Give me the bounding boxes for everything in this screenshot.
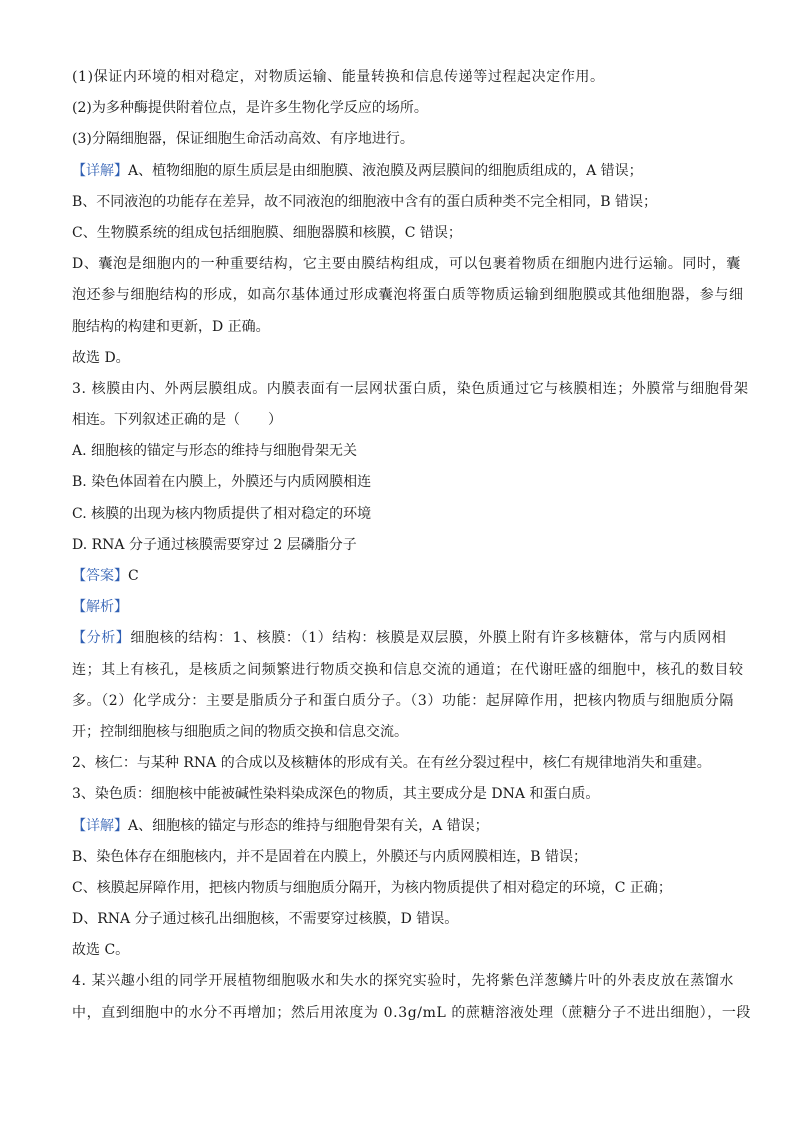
analysis-heading xyxy=(72,592,732,623)
text-line xyxy=(72,623,732,654)
text-line: (3)分隔细胞器，保证细胞生命活动高效、有序地进行。 xyxy=(72,131,414,148)
section-tag: 【答案】 xyxy=(72,568,128,584)
question-stem: 3. 核膜由内、外两层膜组成。内膜表面有一层网状蛋白质，染色质通过它与核膜相连；外膜常与细胞骨架 xyxy=(72,380,749,397)
section-tag: 【详解】 xyxy=(72,817,128,834)
text-line: 胞结构的构建和更新，D 正确。 xyxy=(72,318,270,335)
document-page xyxy=(72,62,752,1029)
option-d: D. RNA 分子通过核膜需要穿过 2 层磷脂分子 xyxy=(72,536,357,553)
question-stem: 中，直到细胞中的水分不再增加；然后用浓度为 0.3g/mL 的蔗糖溶液处理（蔗糖分子不进出细胞），一段 xyxy=(72,1004,752,1021)
text-line xyxy=(72,811,732,842)
text-content: 细胞核的结构：1、核膜：（1）结构：核膜是双层膜，外膜上附有许多核糖体，常与内质网相 xyxy=(130,630,727,647)
text-line: 故选 D。 xyxy=(72,349,130,366)
text-line: 故选 C。 xyxy=(72,942,130,959)
answer-value: C xyxy=(128,568,139,584)
text-line: 多。（2）化学成分：主要是脂质分子和蛋白质分子。（3）功能：起屏障作用，把核内物质与细胞质分隔 xyxy=(72,692,735,709)
text-line: C、核膜起屏障作用，把核内物质与细胞质分隔开，为核内物质提供了相对稳定的环境，C 正确； xyxy=(72,879,672,896)
question-stem: 相连。下列叙述正确的是（ ） xyxy=(72,412,282,429)
text-line: 3、染色质：细胞核中能被碱性染料染成深色的物质，其主要成分是 DNA 和蛋白质。 xyxy=(72,786,600,803)
text-content: A、植物细胞的原生质层是由细胞膜、液泡膜及两层膜间的细胞质组成的，A 错误； xyxy=(128,162,643,179)
text-line: 连；其上有核孔，是核质之间频繁进行物质交换和信息交流的通道；在代谢旺盛的细胞中，核孔的数目较 xyxy=(72,661,744,678)
section-tag: 【解析】 xyxy=(72,599,128,616)
answer-line xyxy=(72,561,732,592)
text-line: (1)保证内环境的相对稳定，对物质运输、能量转换和信息传递等过程起决定作用。 xyxy=(72,69,605,85)
section-tag: 【分析】 xyxy=(72,630,131,647)
option-a: A. 细胞核的锚定与形态的维持与细胞骨架无关 xyxy=(72,443,358,460)
text-line: D、RNA 分子通过核孔出细胞核，不需要穿过核膜，D 错误。 xyxy=(72,911,459,928)
text-line: 2、核仁：与某种 RNA 的合成以及核糖体的形成有关。在有丝分裂过程中，核仁有规律地消失和重建。 xyxy=(72,755,711,772)
text-line: B、不同液泡的功能存在差异，故不同液泡的细胞液中含有的蛋白质种类不完全相同，B 错误； xyxy=(72,193,658,210)
text-line: D、囊泡是细胞内的一种重要结构，它主要由膜结构组成，可以包裹着物质在细胞内进行运输。同时，囊 xyxy=(72,256,741,273)
section-tag: 【详解】 xyxy=(72,162,128,179)
text-line: B、染色体存在细胞核内，并不是固着在内膜上，外膜还与内质网膜相连，B 错误； xyxy=(72,848,588,865)
text-line: (2)为多种酶提供附着位点，是许多生物化学反应的场所。 xyxy=(72,100,428,117)
text-line: C、生物膜系统的组成包括细胞膜、细胞器膜和核膜，C 错误； xyxy=(72,224,462,241)
text-line xyxy=(72,156,732,187)
text-line: 开；控制细胞核与细胞质之间的物质交换和信息交流。 xyxy=(72,723,408,740)
text-line: 泡还参与细胞结构的形成，如高尔基体通过形成囊泡将蛋白质等物质运输到细胞膜或其他细胞器，参与细 xyxy=(72,287,744,304)
question-stem: 4. 某兴趣小组的同学开展植物细胞吸水和失水的探究实验时，先将紫色洋葱鳞片叶的外表皮放在蒸馏水 xyxy=(72,973,735,990)
option-b: B. 染色体固着在内膜上，外膜还与内质网膜相连 xyxy=(72,474,372,491)
text-content: A、细胞核的锚定与形态的维持与细胞骨架有关，A 错误； xyxy=(128,817,489,834)
option-c: C. 核膜的出现为核内物质提供了相对稳定的环境 xyxy=(72,505,372,522)
